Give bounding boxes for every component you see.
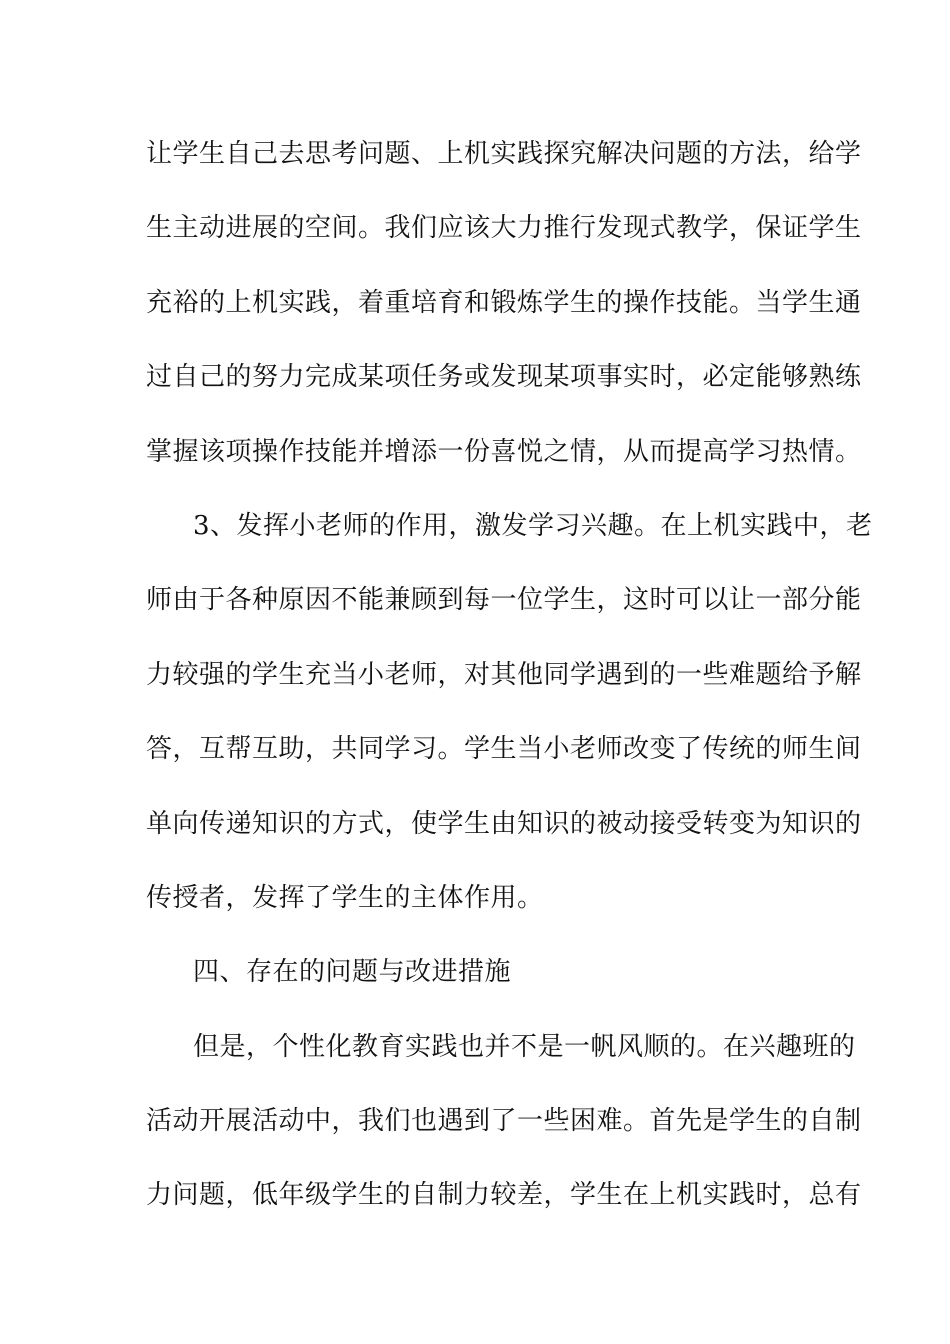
text-line-5: 掌握该项操作技能并增添一份喜悦之情，从而提高学习热情。 — [146, 436, 862, 467]
text-line-2: 生主动进展的空间。我们应该大力推行发现式教学，保证学生 — [146, 213, 862, 244]
text-line-4: 过自己的努力完成某项任务或发现某项事实时，必定能够熟练 — [146, 362, 862, 393]
document-body — [146, 128, 873, 1244]
text-line-6: 3、发挥小老师的作用，激发学习兴趣。在上机实践中，老 — [193, 510, 873, 541]
text-line-7: 师由于各种原因不能兼顾到每一位学生，这时可以让一部分能 — [146, 585, 862, 616]
text-line-15: 力问题，低年级学生的自制力较差，学生在上机实践时，总有 — [146, 1180, 862, 1211]
text-line-11: 传授者，发挥了学生的主体作用。 — [146, 882, 544, 913]
section-heading: 四、存在的问题与改进措施 — [193, 957, 512, 988]
text-line-10: 单向传递知识的方式，使学生由知识的被动接受转变为知识的 — [146, 808, 862, 839]
text-line-8: 力较强的学生充当小老师，对其他同学遇到的一些难题给予解 — [146, 659, 862, 690]
text-line-14: 活动开展活动中，我们也遇到了一些困难。首先是学生的自制 — [146, 1106, 862, 1137]
text-line-3: 充裕的上机实践，着重培育和锻炼学生的操作技能。当学生通 — [146, 287, 862, 318]
text-line-13: 但是，个性化教育实践也并不是一帆风顺的。在兴趣班的 — [193, 1031, 856, 1062]
text-line-1: 让学生自己去思考问题、上机实践探究解决问题的方法，给学 — [146, 139, 862, 169]
text-line-9: 答，互帮互助，共同学习。学生当小老师改变了传统的师生间 — [146, 734, 862, 765]
